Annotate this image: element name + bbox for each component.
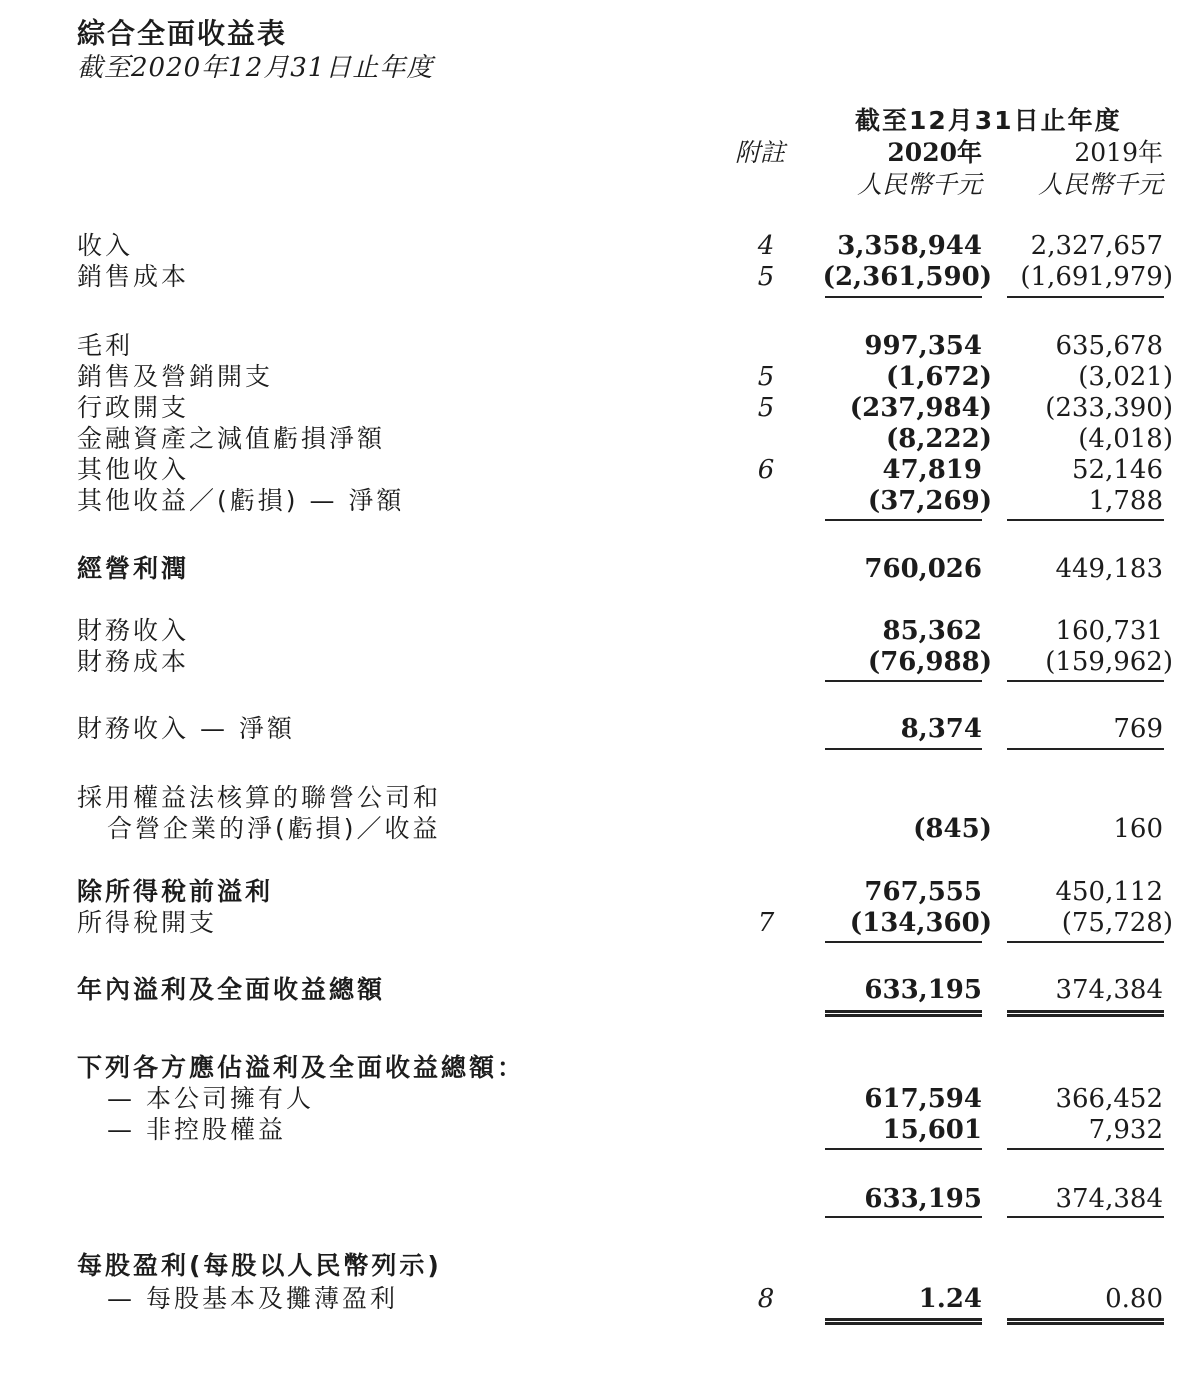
total-double-rule-2020 [825,1010,982,1017]
income-tax-2020: (134,360) [849,908,992,938]
income-tax-note: 7 [757,908,775,938]
revenue-2019: 2,327,657 [1030,231,1163,261]
revenue-label: 收入 [77,231,134,260]
eps-basic-2019: 0.80 [1105,1284,1163,1314]
statement-title: 綜合全面收益表 [77,17,288,50]
subtotal-rule-2019 [1007,941,1164,943]
finance-net-2019: 769 [1113,714,1163,744]
total-double-rule-2019 [1007,1010,1164,1017]
finance-income-label: 財務收入 [77,616,190,645]
subtotal-rule-2020 [825,296,982,298]
total-comprehensive-2020: 633,195 [864,975,982,1005]
subtotal-rule-2019 [1007,1216,1164,1218]
operating-profit-label: 經營利潤 [77,554,190,583]
selling-expenses-note: 5 [757,362,775,392]
other-income-2020: 47,819 [882,455,982,485]
admin-expenses-2019: (233,390) [1045,393,1173,423]
share-jv-label-line1: 採用權益法核算的聯營公司和 [77,783,442,812]
cost-of-sales-label: 銷售成本 [77,262,190,291]
gross-profit-2019: 635,678 [1055,331,1163,361]
selling-expenses-2020: (1,672) [885,362,992,392]
subtotal-rule-2020 [825,941,982,943]
year-2020-header: 2020年 [887,138,982,167]
owners-2020: 617,594 [864,1084,982,1114]
cost-of-sales-note: 5 [757,262,775,292]
other-gains-2020: (37,269) [867,486,992,516]
finance-net-2020: 8,374 [900,714,982,744]
gross-profit-2020: 997,354 [864,331,982,361]
operating-profit-2019: 449,183 [1055,554,1163,584]
owners-2019: 366,452 [1055,1084,1163,1114]
nci-2019: 7,932 [1088,1115,1163,1145]
other-income-label: 其他收入 [77,455,190,484]
admin-expenses-label: 行政開支 [77,393,190,422]
owners-label: — 本公司擁有人 [107,1084,314,1113]
impairment-label: 金融資產之減值虧損淨額 [77,424,386,453]
subtotal-rule-2019 [1007,296,1164,298]
note-column-header: 附註 [735,138,786,167]
gross-profit-label: 毛利 [77,331,134,360]
period-header: 截至12月31日止年度 [855,106,1122,135]
eps-basic-note: 8 [757,1284,775,1314]
subtotal-rule-2019 [1007,748,1164,750]
eps-heading: 每股盈利(每股以人民幣列示) [77,1251,442,1280]
subtotal-rule-2020 [825,519,982,521]
subtotal-rule-2020 [825,748,982,750]
subtotal-rule-2019 [1007,519,1164,521]
subtotal-rule-2020 [825,1216,982,1218]
year-2019-header: 2019年 [1074,138,1163,167]
finance-costs-2019: (159,962) [1045,647,1173,677]
admin-expenses-2020: (237,984) [849,393,992,423]
share-jv-2019: 160 [1113,814,1163,844]
other-gains-2019: 1,788 [1088,486,1163,516]
finance-income-2020: 85,362 [882,616,982,646]
profit-before-tax-2019: 450,112 [1055,877,1163,907]
operating-profit-2020: 760,026 [864,554,982,584]
other-income-note: 6 [757,455,775,485]
eps-basic-label: — 每股基本及攤薄盈利 [107,1284,398,1313]
total-comprehensive-2019: 374,384 [1055,975,1163,1005]
selling-expenses-2019: (3,021) [1078,362,1173,392]
profit-before-tax-2020: 767,555 [864,877,982,907]
profit-before-tax-label: 除所得稅前溢利 [77,877,274,906]
subtotal-rule-2020 [825,1148,982,1150]
statement-subtitle: 截至2020年12月31日止年度 [77,53,434,83]
eps-basic-2020: 1.24 [918,1284,982,1314]
admin-expenses-note: 5 [757,393,775,423]
impairment-2019: (4,018) [1078,424,1173,454]
currency-2020-header: 人民幣千元 [856,170,982,199]
income-tax-label: 所得稅開支 [77,908,218,937]
total-double-rule-2019 [1007,1318,1164,1325]
finance-costs-label: 財務成本 [77,647,190,676]
finance-net-label: 財務收入 — 淨額 [77,714,295,743]
other-income-2019: 52,146 [1072,455,1163,485]
cost-of-sales-2019: (1,691,979) [1020,262,1173,292]
impairment-2020: (8,222) [885,424,992,454]
other-gains-label: 其他收益／(虧損) — 淨額 [77,486,405,515]
nci-label: — 非控股權益 [107,1115,286,1144]
share-jv-2020: (845) [913,814,992,844]
revenue-note: 4 [757,231,775,261]
total-comprehensive-label: 年內溢利及全面收益總額 [77,975,386,1004]
total-double-rule-2020 [825,1318,982,1325]
finance-income-2019: 160,731 [1055,616,1163,646]
attributable-total-2019: 374,384 [1055,1184,1163,1214]
currency-2019-header: 人民幣千元 [1037,170,1163,199]
subtotal-rule-2020 [825,680,982,682]
selling-expenses-label: 銷售及營銷開支 [77,362,274,391]
income-tax-2019: (75,728) [1061,908,1173,938]
revenue-2020: 3,358,944 [837,231,982,261]
subtotal-rule-2019 [1007,1148,1164,1150]
share-jv-label-line2: 合營企業的淨(虧損)／收益 [107,814,441,843]
attributable-total-2020: 633,195 [864,1184,982,1214]
finance-costs-2020: (76,988) [867,647,992,677]
cost-of-sales-2020: (2,361,590) [822,262,992,292]
nci-2020: 15,601 [882,1115,982,1145]
subtotal-rule-2019 [1007,680,1164,682]
attributable-heading: 下列各方應佔溢利及全面收益總額： [77,1053,526,1082]
